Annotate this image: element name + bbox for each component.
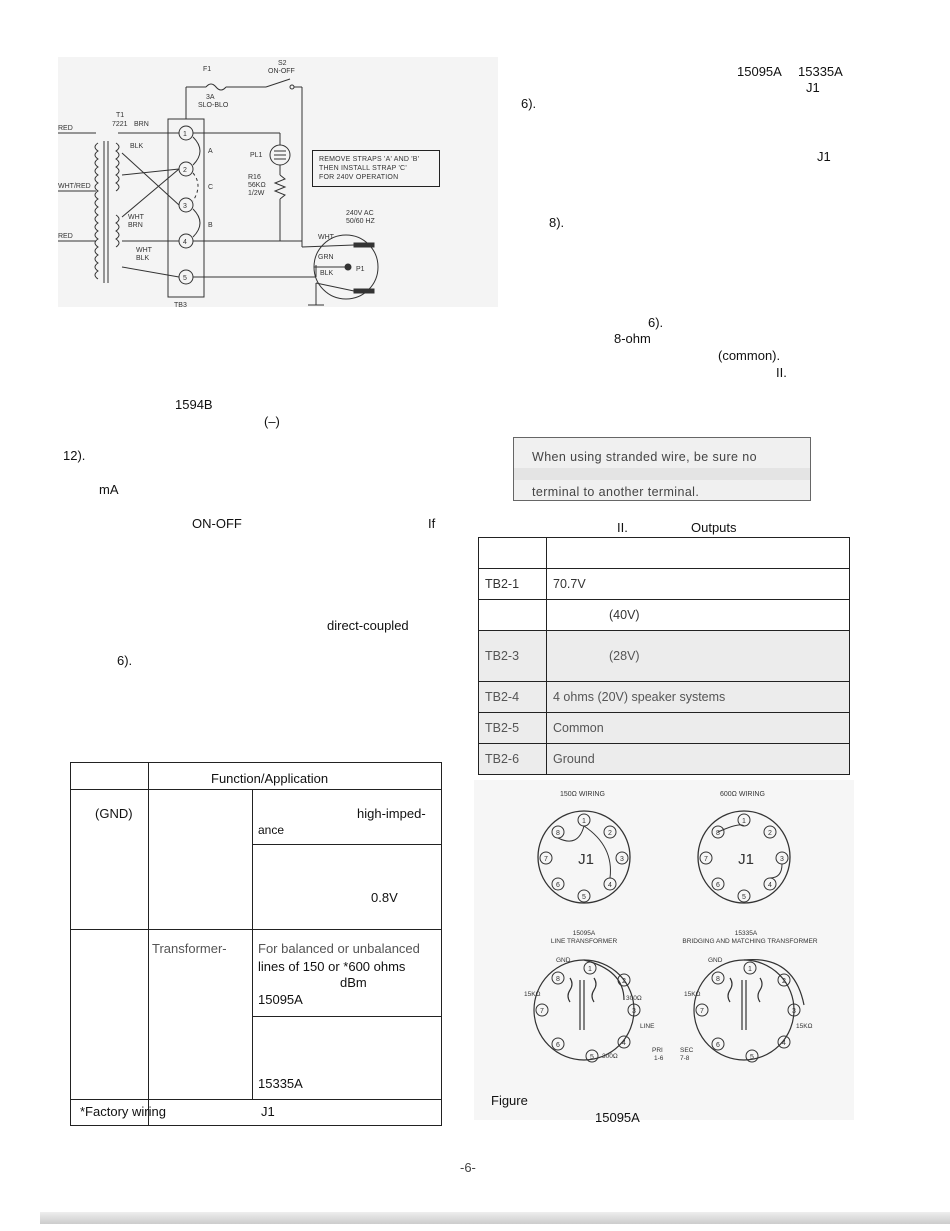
- line-xfmr-line: LINE: [640, 1023, 655, 1030]
- part-15095a: 15095A: [258, 992, 303, 1007]
- table-row: [479, 631, 850, 682]
- j1-600-label: J1: [738, 851, 754, 868]
- bridge-xfmr-pin: 1: [748, 966, 752, 973]
- terminal-1: 1: [183, 131, 187, 138]
- pri-label: PRI: [652, 1047, 663, 1054]
- table-cell: [479, 600, 547, 631]
- outputs-table: [478, 537, 850, 775]
- plug-grn: GRN: [318, 254, 334, 261]
- text-direct-coupled: direct-coupled: [327, 618, 409, 633]
- j1-150-pin: 7: [544, 856, 548, 863]
- text-ref-ii: II.: [776, 365, 787, 380]
- text-ref-8: 8).: [549, 215, 565, 230]
- caution-shading: [514, 468, 810, 480]
- fuse-type: SLO-BLO: [198, 102, 229, 109]
- plug-wht: WHT: [318, 234, 334, 241]
- table-row: [479, 713, 850, 744]
- table-cell: TB2-4: [479, 682, 547, 713]
- text-15095a: 15095A: [737, 64, 782, 79]
- scan-edge: [40, 1212, 950, 1224]
- line-xfmr-300-bottom: 300Ω: [602, 1053, 618, 1060]
- terminal-5: 5: [183, 275, 187, 282]
- bridge-xfmr-pin: 6: [716, 1042, 720, 1049]
- j1-150-pin: 6: [556, 882, 560, 889]
- wire-label-wht2: WHT: [136, 247, 152, 254]
- j1-600-pin: 2: [768, 830, 772, 837]
- j1-600-pin: 5: [742, 894, 746, 901]
- j1-600-pin: 8: [716, 830, 720, 837]
- bridging-transformer-part: 15335A: [734, 930, 758, 937]
- text-ref-6-b: 6).: [648, 315, 664, 330]
- table-cell: TB2-3: [479, 631, 547, 682]
- line-xfmr-pin: 8: [556, 976, 560, 983]
- fuse-label: F1: [203, 66, 212, 73]
- table-cell: Common: [547, 713, 850, 744]
- caution-line-2: terminal to another terminal.: [532, 485, 700, 499]
- j1-150-pin: 3: [620, 856, 624, 863]
- j1-600-pin: 3: [780, 856, 784, 863]
- j1-150-pin: 8: [556, 830, 560, 837]
- table-row: [479, 682, 850, 713]
- table-cell: (40V): [547, 600, 850, 631]
- wire-label-wht: WHT: [128, 214, 144, 221]
- table-row: [479, 744, 850, 775]
- bridge-xfmr-15k-left: 15KΩ: [684, 991, 701, 998]
- bridge-xfmr-pin: 5: [750, 1054, 754, 1061]
- line-xfmr-pin: 1: [588, 966, 592, 973]
- wiring-600-title: 600Ω WIRING: [720, 791, 765, 798]
- strap-b-label: B: [208, 222, 213, 229]
- bridge-xfmr-pin: 2: [782, 978, 786, 985]
- text-ref-6: 6).: [521, 96, 537, 111]
- strap-note: [312, 150, 440, 187]
- line-xfmr-pin: 7: [540, 1008, 544, 1015]
- line-xfmr-gnd: GND: [556, 957, 571, 964]
- table-divider: [71, 1099, 441, 1100]
- caution-line-1: When using stranded wire, be sure no: [532, 450, 757, 464]
- bridge-xfmr-pin: 3: [792, 1008, 796, 1015]
- figure-label: Figure: [491, 1093, 528, 1108]
- strap-note-line1: REMOVE STRAPS 'A' AND 'B': [319, 156, 420, 163]
- wire-label-red-bottom: RED: [58, 233, 73, 240]
- j1-150-pin: 4: [608, 882, 612, 889]
- table-cell: 4 ohms (20V) speaker systems: [547, 682, 850, 713]
- text-ref-6-c: 6).: [117, 653, 133, 668]
- bridge-xfmr-pin: 7: [700, 1008, 704, 1015]
- table-row: [479, 600, 850, 631]
- fuse-rating: 3A: [206, 94, 215, 101]
- dbm-text: dBm: [340, 975, 367, 990]
- wire-label-brn2: BRN: [128, 222, 143, 229]
- terminal-block-label: TB3: [174, 302, 187, 307]
- line-xfmr-300-top: 300Ω: [626, 995, 642, 1002]
- text-common: (common).: [718, 348, 781, 363]
- table-row: [479, 538, 850, 569]
- function-table-heading: Function/Application: [211, 771, 329, 786]
- text-8-ohm: 8-ohm: [614, 331, 651, 346]
- line-transformer-name: LINE TRANSFORMER: [550, 938, 618, 945]
- resistor-label: R16: [248, 174, 261, 181]
- switch-label: S2: [278, 60, 287, 67]
- switch-function: ON-OFF: [268, 68, 295, 75]
- table-row: [479, 569, 850, 600]
- j1-600-pin: 7: [704, 856, 708, 863]
- factory-wiring-note: *Factory wiring: [80, 1104, 166, 1119]
- terminal-2: 2: [183, 167, 187, 174]
- table-cell: [479, 538, 547, 569]
- text-ref-12: 12).: [63, 448, 86, 463]
- high-impedance-text: high-imped-: [357, 806, 426, 821]
- text-on-off: ON-OFF: [192, 516, 242, 531]
- outputs-caption: Outputs: [691, 520, 737, 535]
- table-divider: [71, 929, 441, 930]
- bridge-xfmr-gnd: GND: [708, 957, 723, 964]
- plug-label: P1: [356, 266, 365, 273]
- j1-600-pin: 4: [768, 882, 772, 889]
- transformer-label: Transformer-: [152, 941, 227, 956]
- strap-c-label: C: [208, 184, 214, 191]
- strap-note-line3: FOR 240V OPERATION: [319, 174, 399, 181]
- bridge-xfmr-pin: 4: [782, 1040, 786, 1047]
- outputs-caption-number: II.: [617, 520, 628, 535]
- line-xfmr-15k: 15KΩ: [524, 991, 541, 998]
- wire-label-whtred: WHT/RED: [58, 183, 91, 190]
- text-j1: J1: [806, 80, 820, 95]
- line-xfmr-pin: 6: [556, 1042, 560, 1049]
- line-xfmr-pin: 4: [622, 1040, 626, 1047]
- wiring-150-title: 150Ω WIRING: [560, 791, 605, 798]
- text-1594b: 1594B: [175, 397, 213, 412]
- table-divider: [252, 844, 441, 845]
- table-divider: [148, 763, 149, 1125]
- factory-wiring-j1: J1: [261, 1104, 275, 1119]
- table-cell: [547, 538, 850, 569]
- high-impedance-text-2: ance: [258, 823, 285, 837]
- plug-blk: BLK: [320, 270, 334, 277]
- table-cell: 70.7V: [547, 569, 850, 600]
- terminal-4: 4: [183, 239, 187, 246]
- table-divider: [252, 1016, 441, 1017]
- line-xfmr-pin: 5: [590, 1054, 594, 1061]
- figure-part: 15095A: [595, 1110, 640, 1125]
- text-j1-b: J1: [817, 149, 831, 164]
- j1-wiring-diagrams: [474, 780, 854, 1120]
- transformer-label: T1: [116, 112, 125, 119]
- j1-600-pin: 1: [742, 818, 746, 825]
- line-xfmr-pin: 3: [632, 1008, 636, 1015]
- j1-150-pin: 2: [608, 830, 612, 837]
- table-divider: [252, 789, 253, 1099]
- wire-label-red-top: RED: [58, 125, 73, 132]
- bridge-xfmr-pin: 8: [716, 976, 720, 983]
- pilot-label: PL1: [250, 152, 263, 159]
- table-cell: (28V): [547, 631, 850, 682]
- resistor-value: 56KΩ: [248, 182, 266, 189]
- strap-a-label: A: [208, 148, 213, 155]
- impedance-text: lines of 150 or *600 ohms: [258, 959, 406, 974]
- line-xfmr-pin: 2: [622, 978, 626, 985]
- voltage-0-8v: 0.8V: [371, 890, 398, 905]
- sec-label: SEC: [680, 1047, 694, 1054]
- wire-label-blk: BLK: [130, 143, 144, 150]
- text-ma: mA: [99, 482, 119, 497]
- j1-600-pin: 6: [716, 882, 720, 889]
- balanced-lines-text: For balanced or unbalanced: [258, 941, 420, 956]
- stranded-wire-caution: [513, 437, 811, 501]
- j1-150-pin: 1: [582, 818, 586, 825]
- j1-150-label: J1: [578, 851, 594, 868]
- wire-label-brn: BRN: [134, 121, 149, 128]
- j1-150-pin: 5: [582, 894, 586, 901]
- table-cell: TB2-1: [479, 569, 547, 600]
- transformer-part: 7221: [112, 121, 128, 128]
- pri-pins: 1-6: [654, 1055, 664, 1062]
- ac-frequency: 50/60 HZ: [346, 218, 375, 225]
- text-15335a: 15335A: [798, 64, 843, 79]
- text-if: If: [428, 516, 436, 531]
- bridging-transformer-name: BRIDGING AND MATCHING TRANSFORMER: [682, 938, 818, 945]
- table-cell: TB2-6: [479, 744, 547, 775]
- text-minus: (–): [264, 414, 280, 429]
- line-transformer-part: 15095A: [572, 930, 596, 937]
- wire-label-blk2: BLK: [136, 255, 150, 262]
- ac-rating: 240V AC: [346, 210, 374, 217]
- bridge-xfmr-15k-right: 15KΩ: [796, 1023, 813, 1030]
- table-cell: TB2-5: [479, 713, 547, 744]
- gnd-label: (GND): [95, 806, 133, 821]
- page-number: -6-: [460, 1160, 476, 1175]
- terminal-3: 3: [183, 203, 187, 210]
- table-cell: Ground: [547, 744, 850, 775]
- strap-note-line2: THEN INSTALL STRAP 'C': [319, 165, 407, 172]
- part-15335a: 15335A: [258, 1076, 303, 1091]
- resistor-power: 1/2W: [248, 190, 265, 197]
- sec-pins: 7-8: [680, 1055, 690, 1062]
